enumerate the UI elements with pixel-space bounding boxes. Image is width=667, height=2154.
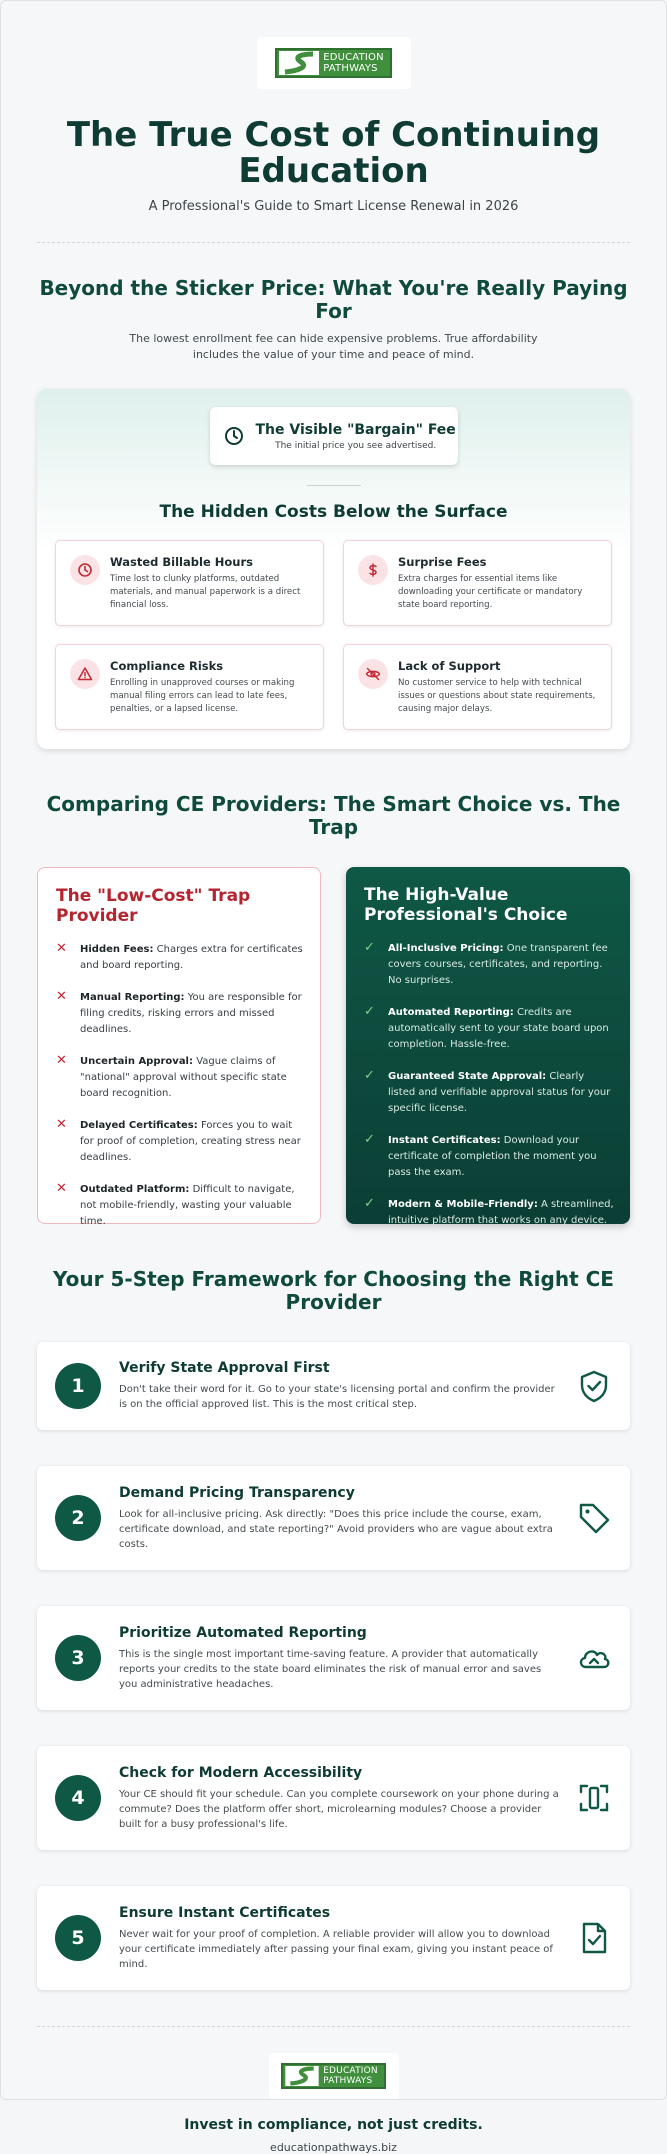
- trap-provider-card: [37, 867, 321, 1227]
- step-card-5: [37, 1886, 630, 1990]
- footer-logo: [269, 2053, 399, 2099]
- step-title: Demand Pricing Transparency: [119, 1484, 355, 1501]
- tag-icon: [576, 1500, 612, 1536]
- step-card-3: [37, 1606, 630, 1710]
- cost-title: Compliance Risks: [110, 659, 224, 673]
- step-number: 5: [55, 1915, 101, 1961]
- list-item: ✓ Instant Certificates: Download your certificate of completion the moment you pass the exam.: [364, 1133, 614, 1181]
- trap-title: The "Low-Cost" Trap Provider: [56, 886, 251, 926]
- cost-text: Time lost to clunky platforms, outdated materials, and manual paperwork is a direct financial loss.: [110, 574, 301, 610]
- bargain-subtitle: The initial price you see advertised.: [275, 440, 437, 451]
- footer-tagline: Invest in compliance, not just credits.: [184, 2117, 483, 2133]
- compare-title: Comparing CE Providers: The Smart Choice vs. The Trap: [46, 792, 621, 839]
- shield-check-icon: [576, 1368, 612, 1404]
- beyond-title: Beyond the Sticker Price: What You're Really Paying For: [39, 276, 628, 323]
- warning-icon: [77, 666, 93, 682]
- x-icon: ✕: [56, 1117, 67, 1132]
- page-subtitle: A Professional's Guide to Smart License Renewal in 2026: [148, 199, 519, 214]
- check-icon: ✓: [364, 1068, 375, 1083]
- hidden-costs-title: The Hidden Costs Below the Surface: [159, 502, 508, 522]
- step-title: Ensure Instant Certificates: [119, 1904, 331, 1921]
- cost-title: Surprise Fees: [398, 555, 487, 569]
- step-card-4: [37, 1746, 630, 1850]
- x-icon: ✕: [56, 989, 67, 1004]
- clock-icon: [224, 426, 244, 446]
- step-text: Your CE should fit your schedule. Can you complete coursework on your phone during a commute? Does the platform offer short, microlearning modules? Choose a provider built for a busy professional's life.: [119, 1788, 559, 1830]
- bargain-fee-card: [210, 407, 458, 465]
- cost-title: Lack of Support: [398, 659, 501, 673]
- step-card-1: [37, 1342, 630, 1430]
- check-icon: ✓: [364, 1196, 375, 1211]
- cloud-icon: [576, 1640, 612, 1676]
- cost-text: Extra charges for essential items like downloading your certificate or mandatory state board reporting.: [398, 574, 583, 610]
- step-number: 3: [55, 1635, 101, 1681]
- hidden-costs-panel: [37, 389, 630, 749]
- cost-card-billable-hours: [55, 540, 324, 626]
- list-item: ✕ Outdated Platform: Difficult to navigate, not mobile-friendly, wasting your valuable time.: [56, 1182, 304, 1230]
- check-icon: ✓: [364, 1132, 375, 1147]
- list-item: ✕ Delayed Certificates: Forces you to wait for proof of completion, creating stress near deadlines.: [56, 1118, 304, 1166]
- file-check-icon: [576, 1920, 612, 1956]
- choice-title: The High-Value Professional's Choice: [364, 885, 568, 925]
- step-title: Prioritize Automated Reporting: [119, 1624, 367, 1641]
- cost-title: Wasted Billable Hours: [110, 555, 253, 569]
- cost-card-compliance-risks: [55, 644, 324, 730]
- x-icon: ✕: [56, 1053, 67, 1068]
- step-number: 2: [55, 1495, 101, 1541]
- step-number: 1: [55, 1363, 101, 1409]
- list-item: ✕ Manual Reporting: You are responsible for filing credits, risking errors and missed deadlines.: [56, 990, 304, 1038]
- bargain-title: The Visible "Bargain" Fee: [255, 421, 456, 438]
- cost-card-lack-of-support: [343, 644, 612, 730]
- step-title: Check for Modern Accessibility: [119, 1764, 363, 1781]
- list-item: ✕ Hidden Fees: Charges extra for certificates and board reporting.: [56, 942, 304, 974]
- x-icon: ✕: [56, 941, 67, 956]
- step-text: Don't take their word for it. Go to your state's licensing portal and confirm the provider is on the official approved list. This is the most critical step.: [119, 1384, 555, 1410]
- step-card-2: [37, 1466, 630, 1570]
- dollar-icon: [365, 562, 381, 578]
- divider-line: [307, 485, 361, 486]
- list-item: ✓ Modern & Mobile-Friendly: A streamlined, intuitive platform that works on any device.: [364, 1197, 614, 1229]
- check-icon: ✓: [364, 1004, 375, 1019]
- pathway-logo-icon: [279, 51, 319, 75]
- choice-provider-card: [346, 867, 630, 1224]
- section-divider: [37, 242, 630, 243]
- list-item: ✕ Uncertain Approval: Vague claims of "national" approval without specific state board recognition.: [56, 1054, 304, 1102]
- step-number: 4: [55, 1775, 101, 1821]
- list-item: ✓ Guaranteed State Approval: Clearly listed and verifiable approval status for your specific license.: [364, 1069, 614, 1117]
- clock-icon: [77, 562, 93, 578]
- step-text: This is the single most important time-saving feature. A provider that automatically reports your credits to the state board eliminates the risk of manual error and saves you administrative headaches.: [119, 1648, 542, 1690]
- step-text: Never wait for your proof of completion. A reliable provider will allow you to download your certificate immediately after passing your final exam, giving you instant peace of mind.: [119, 1928, 553, 1970]
- footer-website-link[interactable]: educationpathways.biz: [270, 2141, 397, 2154]
- mobile-icon: [576, 1780, 612, 1816]
- eye-slash-icon: [365, 666, 381, 682]
- pathway-logo-icon: [285, 2066, 319, 2086]
- list-item: ✓ Automated Reporting: Credits are automatically sent to your state board upon completion. Hassle-free.: [364, 1005, 614, 1053]
- brand-name: EDUCATION PATHWAYS: [319, 2066, 382, 2086]
- cost-card-surprise-fees: [343, 540, 612, 626]
- cost-text: Enrolling in unapproved courses or making manual filing errors can lead to late fees, penalties, or a lapsed license.: [110, 678, 295, 714]
- page-title: The True Cost of Continuing Education: [66, 115, 601, 191]
- beyond-description: The lowest enrollment fee can hide expensive problems. True affordability includes the value of your time and peace of mind.: [129, 332, 538, 361]
- brand-name: EDUCATION PATHWAYS: [319, 52, 388, 74]
- step-text: Look for all-inclusive pricing. Ask directly: "Does this price include the course, exam, certificate download, and state reporting?" Avoid providers who are vague about extra costs.: [119, 1508, 553, 1550]
- framework-title: Your 5-Step Framework for Choosing the Right CE Provider: [53, 1267, 614, 1314]
- brand-logo: [257, 37, 411, 89]
- list-item: ✓ All-Inclusive Pricing: One transparent fee covers courses, certificates, and reporting. No surprises.: [364, 941, 614, 989]
- x-icon: ✕: [56, 1181, 67, 1196]
- check-icon: ✓: [364, 940, 375, 955]
- step-title: Verify State Approval First: [119, 1360, 330, 1376]
- cost-text: No customer service to help with technical issues or questions about state requirements, causing major delays.: [398, 678, 596, 714]
- section-divider: [37, 2026, 630, 2027]
